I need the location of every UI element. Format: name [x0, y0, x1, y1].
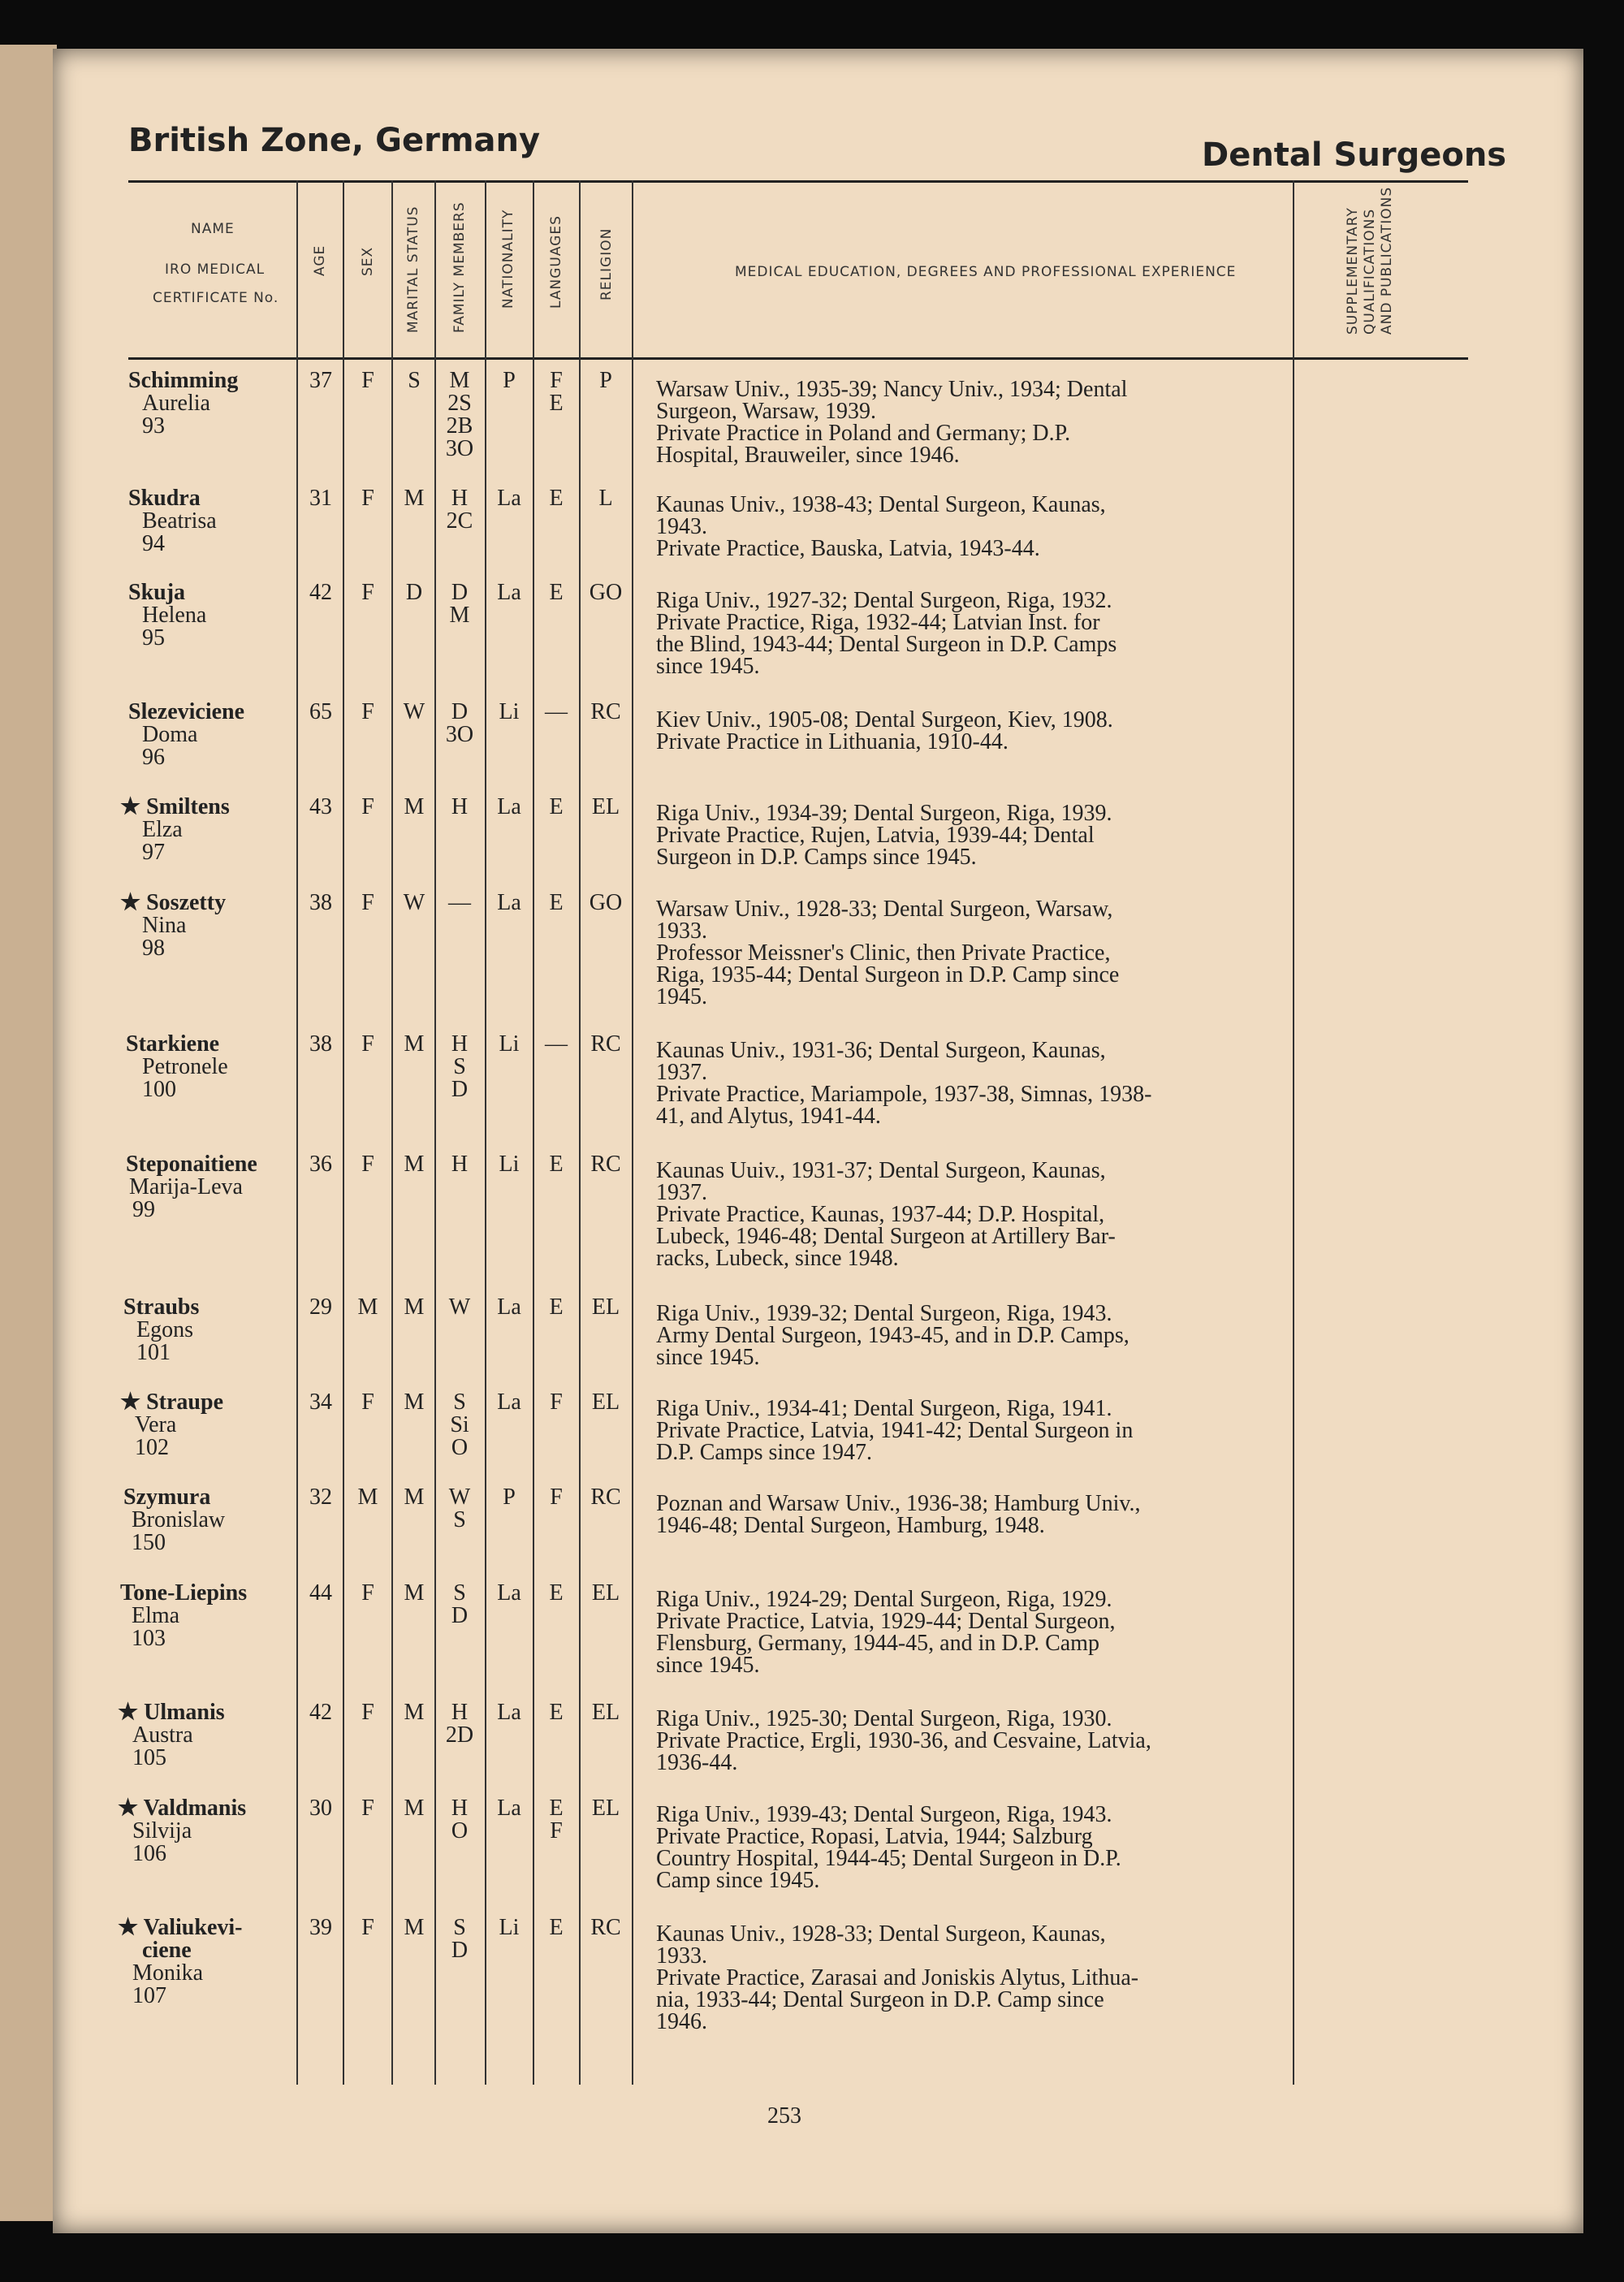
entry-languages: E	[549, 1700, 564, 1725]
entry-family: W S	[448, 1485, 471, 1532]
entry-experience: Poznan and Warsaw Univ., 1936-38; Hamburg Univ., 1946-48; Dental Surgeon, Hamburg, 1948.	[656, 1491, 1141, 1538]
entry-family: H O	[451, 1796, 469, 1843]
entry-family: H	[451, 1152, 469, 1177]
entry-surname: Schimming	[128, 368, 239, 393]
entry-nationality: La	[497, 1294, 521, 1320]
entry-marital: M	[404, 1700, 425, 1725]
col-header-iro: IRO MEDICAL	[165, 261, 266, 278]
entry-name-block	[128, 370, 238, 438]
entry-age: 37	[309, 368, 332, 393]
entry-marital: M	[404, 1580, 425, 1606]
col-header-age: AGE	[312, 244, 328, 276]
entry-experience: Kaunas Uuiv., 1931-37; Dental Surgeon, Kaunas, 1937. Private Practice, Kaunas, 1937-44; D.P. Hospital, Lubeck, 1946-48; Dental Surgeon at Artillery Bar- racks, Lubeck, since 1948.	[656, 1158, 1116, 1271]
col-header-languages: LANGUAGES	[548, 215, 564, 309]
entry-sex: M	[357, 1485, 378, 1510]
column-divider	[296, 180, 298, 2085]
page-number: 253	[767, 2103, 801, 2129]
entry-religion: EL	[591, 1796, 620, 1821]
entry-marital: D	[405, 580, 423, 605]
col-header-religion: RELIGION	[598, 227, 615, 300]
entry-religion: GO	[589, 890, 623, 915]
entry-nationality: La	[497, 1796, 521, 1821]
entry-marital: M	[404, 1915, 425, 1940]
entry-name-block: Skudra Beatrisa 94	[128, 486, 217, 556]
entry-family: D 3O	[445, 699, 474, 747]
entry-nationality: La	[497, 1700, 521, 1725]
entry-marital: M	[404, 486, 425, 511]
entry-name-block: ★ Straupe Vera 102	[120, 1390, 223, 1460]
entry-nationality: Li	[499, 1152, 520, 1177]
entry-experience: Riga Univ., 1939-43; Dental Surgeon, Riga, 1943. Private Practice, Ropasi, Latvia, 1944; Salzburg Country Hospital, 1944-45; Dental Surgeon in D.P. Camp since 1945.	[656, 1802, 1121, 1893]
entry-nationality: P	[503, 368, 516, 393]
entry-name-block: ★ Smiltens Elza 97	[120, 794, 230, 865]
entry-sex: F	[361, 1796, 374, 1821]
entry-name-block: Tone-Liepins Elma 103	[120, 1580, 248, 1651]
entry-religion: L	[598, 486, 613, 511]
entry-languages: E	[549, 580, 564, 605]
entry-name-block: ★ Valdmanis Silvija 106	[118, 1796, 247, 1866]
entry-marital: M	[404, 1031, 425, 1057]
entry-religion: P	[599, 368, 612, 393]
entry-age: 31	[309, 486, 332, 511]
entry-sex: F	[361, 1700, 374, 1725]
column-divider	[391, 180, 393, 2085]
entry-religion: RC	[590, 1152, 621, 1177]
page-header-left: British Zone, Germany	[128, 122, 541, 159]
entry-age: 29	[309, 1294, 332, 1320]
entry-age: 42	[309, 580, 332, 605]
entry-name-block: Skuja Helena 95	[128, 580, 207, 650]
entry-experience: Riga Univ., 1924-29; Dental Surgeon, Riga, 1929. Private Practice, Latvia, 1929-44; Dental Surgeon, Flensburg, Germany, 1944-45, and in D.P. Camp since 1945.	[656, 1587, 1116, 1678]
entry-languages: —	[545, 1031, 568, 1057]
entry-experience: Riga Univ., 1934-39; Dental Surgeon, Riga, 1939. Private Practice, Rujen, Latvia, 1939-44; Dental Surgeon in D.P. Camps since 1945.	[656, 801, 1112, 870]
entry-sex: F	[361, 1152, 374, 1177]
entry-marital: M	[404, 794, 425, 819]
col-header-cert: CERTIFICATE No.	[153, 290, 279, 306]
entry-religion: RC	[590, 699, 621, 724]
entry-family: S D	[451, 1580, 469, 1628]
entry-age: 30	[309, 1796, 332, 1821]
entry-age: 44	[309, 1580, 332, 1606]
entry-experience: Riga Univ., 1925-30; Dental Surgeon, Riga, 1930. Private Practice, Ergli, 1930-36, and Cesvaine, Latvia, 1936-44.	[656, 1706, 1151, 1775]
entry-nationality: Li	[499, 1031, 520, 1057]
entry-experience: Warsaw Univ., 1935-39; Nancy Univ., 1934; Dental Surgeon, Warsaw, 1939. Private Practice in Poland and Germany; D.P. Hospital, Brauweiler, since 1946.	[656, 377, 1128, 468]
entry-experience: Kaunas Univ., 1938-43; Dental Surgeon, Kaunas, 1943. Private Practice, Bauska, Latvia, 1943-44.	[656, 492, 1106, 561]
entry-languages: E	[549, 1294, 564, 1320]
entry-sex: F	[361, 1580, 374, 1606]
entry-experience: Kaunas Univ., 1928-33; Dental Surgeon, Kaunas, 1933. Private Practice, Zarasai and Joniskis Alytus, Lithua- nia, 1933-44; Dental Surgeon in D.P. Camp since 1946.	[656, 1921, 1139, 2034]
entry-name-block: ★ Ulmanis Austra 105	[118, 1700, 225, 1770]
col-header-supp-1: SUPPLEMENTARY	[1345, 207, 1361, 335]
entry-languages: E	[549, 486, 564, 511]
entry-experience: Warsaw Univ., 1928-33; Dental Surgeon, Warsaw, 1933. Professor Meissner's Clinic, then Private Practice, Riga, 1935-44; Dental Surgeon in D.P. Camp since 1945.	[656, 897, 1120, 1009]
entry-age: 32	[309, 1485, 332, 1510]
entry-family: —	[448, 890, 471, 915]
entry-religion: RC	[590, 1485, 621, 1510]
entry-religion: RC	[590, 1915, 621, 1940]
entry-sex: F	[361, 699, 374, 724]
entry-nationality: La	[497, 1390, 521, 1415]
entry-religion: RC	[590, 1031, 621, 1057]
entry-religion: EL	[591, 1390, 620, 1415]
entry-name-block: ★ Soszetty Nina 98	[120, 890, 227, 961]
entry-languages: F E	[549, 368, 564, 416]
entry-sex: F	[361, 890, 374, 915]
entry-nationality: La	[497, 794, 521, 819]
entry-nationality: La	[497, 486, 521, 511]
entry-family: W	[448, 1294, 471, 1320]
entry-firstname: Aurelia	[142, 391, 210, 416]
adjacent-page-edge	[0, 45, 57, 2221]
entry-age: 38	[309, 890, 332, 915]
entry-languages: E	[549, 1915, 564, 1940]
entry-languages: E	[549, 1152, 564, 1177]
entry-family: S D	[451, 1915, 469, 1963]
entry-age: 36	[309, 1152, 332, 1177]
entry-sex: F	[361, 1031, 374, 1057]
col-header-name: NAME	[191, 221, 235, 237]
entry-cert-number: 93	[142, 413, 165, 439]
entry-marital: M	[404, 1152, 425, 1177]
entry-sex: F	[361, 368, 374, 393]
col-header-medical: MEDICAL EDUCATION, DEGREES AND PROFESSIONAL EXPERIENCE	[735, 264, 1237, 280]
entry-religion: EL	[591, 794, 620, 819]
entry-name-block: Starkiene Petronele 100	[126, 1031, 228, 1102]
entry-sex: M	[357, 1294, 378, 1320]
entry-nationality: Li	[499, 1915, 520, 1940]
col-header-supp-2: QUALIFICATIONS	[1362, 208, 1378, 335]
entry-languages: E F	[549, 1796, 564, 1843]
entry-family: H S D	[451, 1031, 469, 1102]
entry-family: H 2D	[445, 1700, 474, 1748]
entry-marital: M	[404, 1485, 425, 1510]
entry-name-block: Straubs Egons 101	[123, 1294, 200, 1365]
col-header-nationality: NATIONALITY	[500, 209, 516, 309]
entry-sex: F	[361, 794, 374, 819]
entry-surname-starred: ★ Smiltens	[120, 794, 230, 819]
entry-experience: Riga Univ., 1927-32; Dental Surgeon, Riga, 1932. Private Practice, Riga, 1932-44; Latvian Inst. for the Blind, 1943-44; Dental Surgeon in D.P. Camps since 1945.	[656, 588, 1117, 679]
entry-languages: E	[549, 794, 564, 819]
column-divider	[632, 180, 633, 2085]
entry-age: 42	[309, 1700, 332, 1725]
entry-languages: F	[550, 1485, 563, 1510]
entry-marital: M	[404, 1390, 425, 1415]
entry-name-block: Steponaitiene Marija-Leva 99	[126, 1152, 257, 1222]
entry-languages: E	[549, 1580, 564, 1606]
entry-religion: EL	[591, 1580, 620, 1606]
col-header-marital: MARITAL STATUS	[405, 205, 421, 333]
entry-languages: F	[550, 1390, 563, 1415]
entry-family: S Si O	[450, 1390, 469, 1460]
entry-marital: M	[404, 1294, 425, 1320]
entry-nationality: P	[503, 1485, 516, 1510]
entry-marital: S	[408, 368, 421, 393]
entry-age: 43	[309, 794, 332, 819]
entry-age: 65	[309, 699, 332, 724]
col-header-supp-3: AND PUBLICATIONS	[1379, 186, 1395, 335]
entry-sex: F	[361, 1915, 374, 1940]
header-bottom-rule	[128, 357, 1468, 360]
entry-marital: W	[403, 699, 425, 724]
entry-marital: M	[404, 1796, 425, 1821]
entry-sex: F	[361, 486, 374, 511]
col-header-family: FAMILY MEMBERS	[451, 201, 468, 333]
entry-age: 34	[309, 1390, 332, 1415]
entry-nationality: La	[497, 1580, 521, 1606]
entry-experience: Kaunas Univ., 1931-36; Dental Surgeon, Kaunas, 1937. Private Practice, Mariampole, 1937-38, Simnas, 1938- 41, and Alytus, 1941-44.	[656, 1038, 1152, 1129]
entry-nationality: Li	[499, 699, 520, 724]
entry-nationality: La	[497, 580, 521, 605]
entry-nationality: La	[497, 890, 521, 915]
entry-name-block: Slezeviciene Doma 96	[128, 699, 245, 770]
entry-languages: E	[549, 890, 564, 915]
entry-experience: Kiev Univ., 1905-08; Dental Surgeon, Kiev, 1908. Private Practice in Lithuania, 1910-44.	[656, 707, 1113, 754]
entry-family: D M	[449, 580, 470, 628]
entry-family: H 2C	[446, 486, 473, 534]
col-header-sex: SEX	[360, 246, 376, 276]
header-top-rule	[128, 180, 1468, 183]
entry-family: M 2S 2B 3O	[445, 368, 474, 461]
entry-name-block: Szymura Bronislaw 150	[123, 1485, 226, 1555]
entry-languages: —	[545, 699, 568, 724]
entry-sex: F	[361, 1390, 374, 1415]
entry-religion: EL	[591, 1294, 620, 1320]
entry-age: 39	[309, 1915, 332, 1940]
entry-experience: Riga Univ., 1934-41; Dental Surgeon, Riga, 1941. Private Practice, Latvia, 1941-42; Dental Surgeon in D.P. Camps since 1947.	[656, 1396, 1134, 1465]
entry-marital: W	[403, 890, 425, 915]
entry-age: 38	[309, 1031, 332, 1057]
entry-sex: F	[361, 580, 374, 605]
column-divider	[1293, 180, 1294, 2085]
entry-religion: EL	[591, 1700, 620, 1725]
page-header-right: Dental Surgeons	[1202, 136, 1507, 174]
column-divider	[343, 180, 344, 2085]
entry-name-block: ★ Valiukevi- ciene Monika 107	[118, 1915, 243, 2008]
entry-religion: GO	[589, 580, 623, 605]
entry-family: H	[451, 794, 469, 819]
entry-experience: Riga Univ., 1939-32; Dental Surgeon, Riga, 1943. Army Dental Surgeon, 1943-45, and in D.P. Camps, since 1945.	[656, 1301, 1129, 1370]
